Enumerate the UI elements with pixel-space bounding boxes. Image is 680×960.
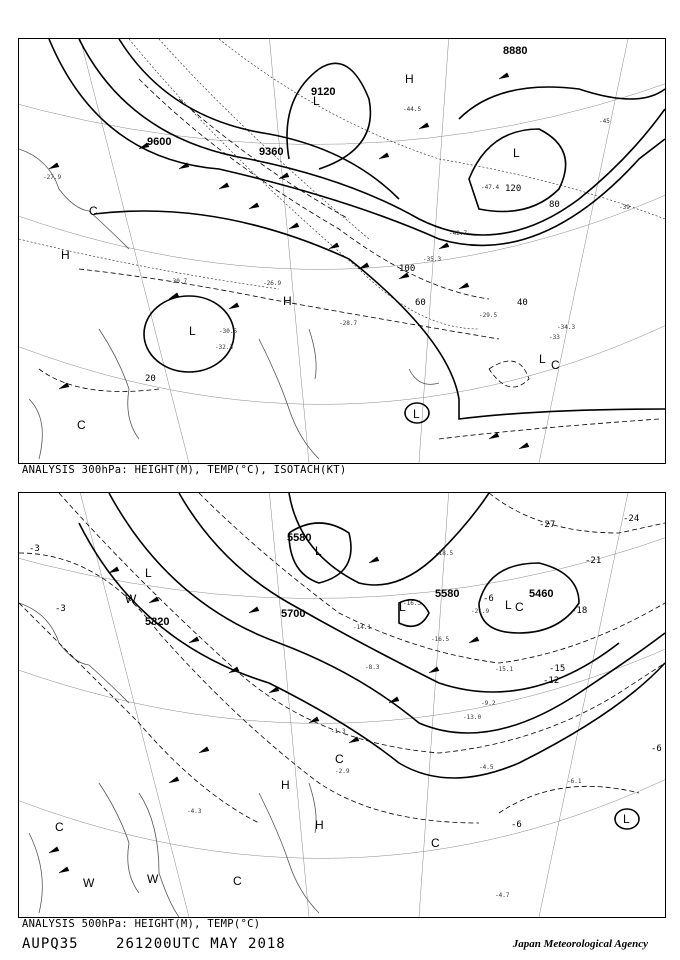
temp-label: -26.9 <box>263 280 282 287</box>
height-label: 9120 <box>311 86 336 98</box>
temp-label: -14.1 <box>353 624 372 631</box>
temp-label: -42.7 <box>449 230 468 237</box>
cold-marker: C <box>89 204 98 218</box>
temp-label: -16.3 <box>403 600 422 607</box>
height-contours-300 <box>49 39 665 423</box>
temp-label: -34.3 <box>557 324 576 331</box>
temp-contour-label: -24 <box>623 514 640 524</box>
temp-label: -27.9 <box>43 174 62 181</box>
temp-label: -30.7 <box>169 278 188 285</box>
temp-contour-label: -15 <box>549 664 566 674</box>
isotach-label: 20 <box>145 374 156 384</box>
temp-contour-label: -6 <box>483 594 494 604</box>
warm-marker: W <box>125 592 137 606</box>
graticule-500 <box>19 493 665 917</box>
height-label: 5700 <box>281 608 306 620</box>
warm-marker: W <box>83 876 95 890</box>
temp-contour-label: -21 <box>585 556 602 566</box>
temp-label: -16.5 <box>431 636 450 643</box>
low-marker: L <box>399 600 406 614</box>
low-marker: L <box>313 94 320 108</box>
height-label: 5580 <box>435 588 460 600</box>
temp-label: -8.3 <box>365 664 380 671</box>
caption-300hpa: ANALYSIS 300hPa: HEIGHT(M), TEMP(°C), ISOTACH(KT) <box>22 464 347 476</box>
map-panel-500hpa <box>18 492 666 918</box>
cold-marker: C <box>233 874 242 888</box>
height-label: 5820 <box>145 616 170 628</box>
agency-name: Japan Meteorological Agency <box>512 938 648 950</box>
low-marker: L <box>189 324 196 338</box>
temp-contour-label: -6 <box>511 820 522 830</box>
isotach-label: 60 <box>415 298 426 308</box>
low-marker: L <box>539 352 546 366</box>
chart-footer <box>22 936 286 952</box>
height-label: 8880 <box>503 45 528 57</box>
temp-label: -15.1 <box>495 666 514 673</box>
high-marker: H <box>281 778 290 792</box>
temp-label: -47.4 <box>481 184 500 191</box>
isotach-label: 80 <box>549 200 560 210</box>
temp-label: -1.3 <box>331 728 346 735</box>
temp-label: -4.5 <box>479 764 494 771</box>
cold-marker: C <box>515 600 524 614</box>
low-marker: L <box>513 146 520 160</box>
low-marker: L <box>623 812 630 826</box>
temp-label: -6.1 <box>567 778 582 785</box>
chart-datetime: 261200UTC MAY 2018 <box>116 936 286 952</box>
high-marker: H <box>283 294 292 308</box>
map-300hpa-svg <box>19 39 665 463</box>
temp-contour-label: -3 <box>55 604 66 614</box>
temp-label: -29.5 <box>479 312 498 319</box>
temp-label: -32.3 <box>215 344 234 351</box>
map-500hpa-svg <box>19 493 665 917</box>
height-label: 5580 <box>287 532 312 544</box>
temp-label: -18.5 <box>435 550 454 557</box>
cold-marker: C <box>55 820 64 834</box>
cold-marker: C <box>335 752 344 766</box>
pressure-centers-300 <box>61 72 560 432</box>
warm-marker: W <box>147 872 159 886</box>
temp-label: -39 <box>619 204 630 211</box>
isotach-label: 40 <box>517 298 528 308</box>
isotach-label: 100 <box>399 264 416 274</box>
temp-label: -13.0 <box>463 714 482 721</box>
coastline-300 <box>19 149 442 459</box>
height-label: 9600 <box>147 136 172 148</box>
temp-label: -35.3 <box>423 256 442 263</box>
cold-marker: C <box>431 836 440 850</box>
chart-id: AUPQ35 <box>22 936 79 952</box>
isotach-labels-300 <box>145 184 560 384</box>
map-panel-300hpa <box>18 38 666 464</box>
cold-marker: C <box>551 358 560 372</box>
temp-label: -4.7 <box>495 892 510 899</box>
temp-label: -4.3 <box>187 808 202 815</box>
cold-marker: C <box>77 418 86 432</box>
temp-labels-300 <box>43 106 630 351</box>
caption-500hpa: ANALYSIS 500hPa: HEIGHT(M), TEMP(°C) <box>22 918 261 930</box>
temp-label: -33 <box>549 334 560 341</box>
low-marker: L <box>413 407 420 421</box>
isotach-label: 120 <box>505 184 522 194</box>
temp-label: -9.2 <box>481 700 496 707</box>
temp-label: -44.5 <box>403 106 422 113</box>
height-label: 9360 <box>259 146 284 158</box>
low-marker: L <box>145 566 152 580</box>
temp-label: -30.5 <box>219 328 238 335</box>
temp-label: -2.9 <box>335 768 350 775</box>
temp-contour-label: -18 <box>571 606 588 616</box>
height-labels-300 <box>147 45 527 158</box>
temp-contour-label: -3 <box>29 544 40 554</box>
temp-label: -21.9 <box>471 608 490 615</box>
low-marker: L <box>315 544 322 558</box>
temp-label: -45 <box>599 118 610 125</box>
temp-contour-label: -6 <box>651 744 662 754</box>
high-marker: H <box>315 818 324 832</box>
temp-contour-label: -12 <box>543 676 560 686</box>
high-marker: H <box>61 248 70 262</box>
high-marker: H <box>405 72 414 86</box>
graticule-300 <box>19 39 665 463</box>
temp-label: -28.7 <box>339 320 358 327</box>
height-label: 5460 <box>529 588 554 600</box>
low-marker: L <box>505 598 512 612</box>
height-labels-500 <box>145 532 553 628</box>
temp-contour-label: -27 <box>539 520 556 530</box>
